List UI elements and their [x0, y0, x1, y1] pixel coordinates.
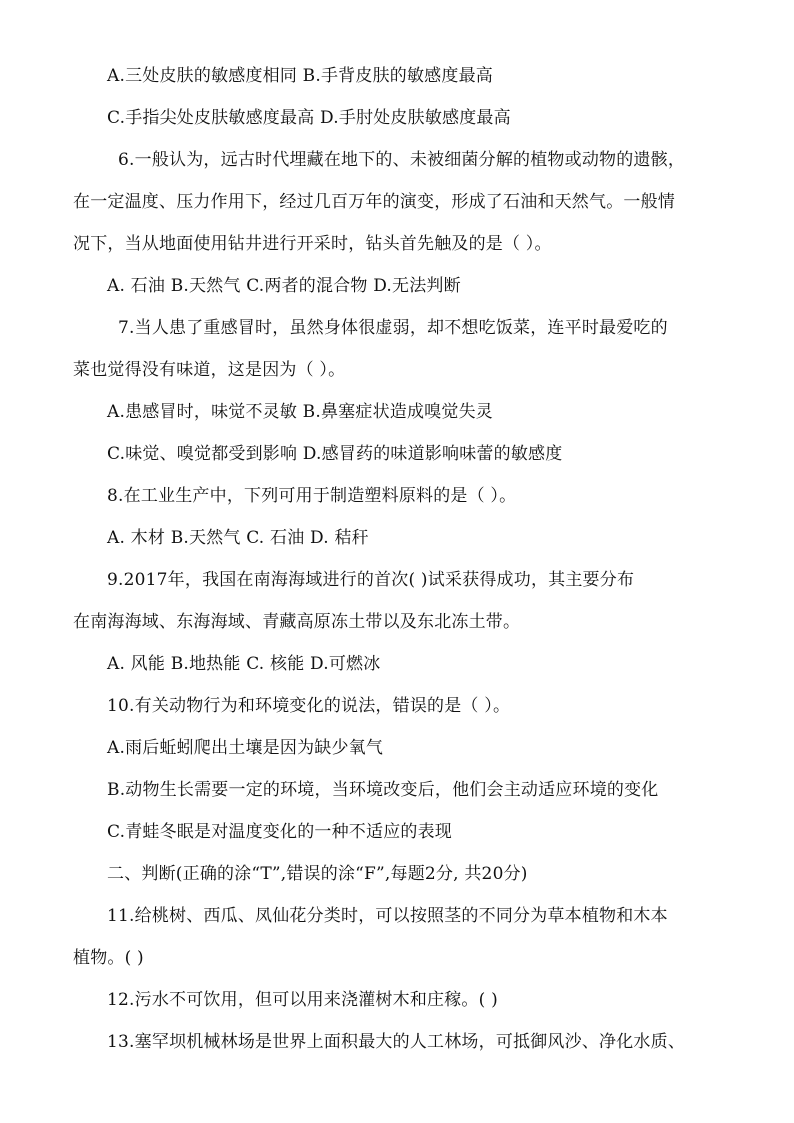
- q6-line-1: 6.一般认为，远古时代埋藏在地下的、未被细菌分解的植物或动物的遗骸，: [118, 150, 686, 170]
- q9-line-2: 在南海海域、东海海域、青藏高原冻土带以及东北冻土带。: [73, 612, 521, 632]
- q10-option-b: B.动物生长需要一定的环境，当环境改变后，他们会主动适应环境的变化: [107, 780, 659, 800]
- q10-option-c: C.青蛙冬眠是对温度变化的一种不适应的表现: [107, 822, 453, 842]
- q13-line-1: 13.塞罕坝机械林场是世界上面积最大的人工林场，可抵御风沙、净化水质、: [107, 1032, 686, 1052]
- q8-line-1: 8.在工业生产中，下列可用于制造塑料原料的是（ ）。: [107, 486, 517, 506]
- q9-options: A. 风能 B.地热能 C. 核能 D.可燃冰: [107, 654, 381, 674]
- q6-line-2: 在一定温度、压力作用下，经过几百万年的演变，形成了石油和天然气。一般情: [73, 192, 675, 212]
- q7-options-cd: C.味觉、嗅觉都受到影响 D.感冒药的味道影响味蕾的敏感度: [107, 444, 563, 464]
- q6-options: A. 石油 B.天然气 C.两者的混合物 D.无法判断: [107, 276, 461, 296]
- q10-option-a: A.雨后蚯蚓爬出土壤是因为缺少氧气: [107, 738, 384, 758]
- section-2-heading: 二、判断(正确的涂“T”,错误的涂“F”,每题2分, 共20分): [107, 864, 528, 884]
- q11-line-1: 11.给桃树、西瓜、凤仙花分类时，可以按照茎的不同分为草本植物和木本: [107, 906, 668, 926]
- q8-options: A. 木材 B.天然气 C. 石油 D. 秸秆: [107, 528, 369, 548]
- q10-line-1: 10.有关动物行为和环境变化的说法，错误的是（ ）。: [107, 696, 511, 716]
- q7-line-2: 菜也觉得没有味道，这是因为（ ）。: [73, 360, 346, 380]
- q6-line-3: 况下，当从地面使用钻井进行开采时，钻头首先触及的是（ ）。: [73, 234, 552, 254]
- q9-line-1: 9.2017年，我国在南海海域进行的首次( )试采获得成功，其主要分布: [107, 570, 635, 590]
- q11-line-2: 植物。( ): [73, 948, 144, 968]
- q5-options-ab: A.三处皮肤的敏感度相同 B.手背皮肤的敏感度最高: [107, 66, 493, 86]
- q7-line-1: 7.当人患了重感冒时，虽然身体很虚弱，却不想吃饭菜，连平时最爱吃的: [118, 318, 668, 338]
- q12-line-1: 12.污水不可饮用，但可以用来浇灌树木和庄稼。( ): [107, 990, 498, 1010]
- q7-options-ab: A.患感冒时，味觉不灵敏 B.鼻塞症状造成嗅觉失灵: [107, 402, 493, 422]
- q5-options-cd: C.手指尖处皮肤敏感度最高 D.手肘处皮肤敏感度最高: [107, 108, 511, 128]
